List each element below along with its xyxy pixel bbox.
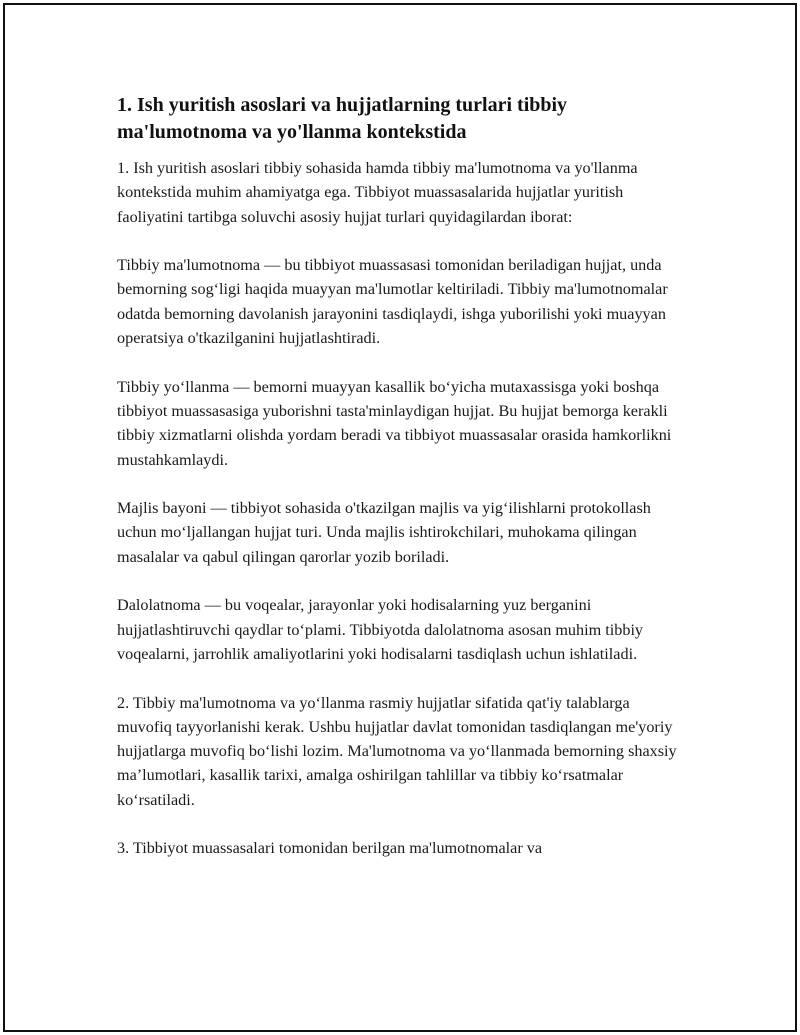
paragraph-tibbiy-malumotnoma: Tibbiy ma'lumotnoma — bu tibbiyot muassasasi tomonidan beriladigan hujjat, unda bemorning sog‘ligi haqida muayyan ma'lumotlar keltiriladi. Tibbiy ma'lumotnomalar odatda bemorning davolanish jarayonini tasdiqlaydi, ishga yuborilishi yoki muayyan operatsiya o'tkazilganini hujjatlashtiradi. — [117, 256, 668, 348]
paragraph-intro: 1. Ish yuritish asoslari tibbiy sohasida hamda tibbiy ma'lumotnoma va yo'llanma kontekstida muhim ahamiyatga ega. Tibbiyot muassasalarida hujjatlar yuritish faoliyatini tartibga soluvchi asosiy hujjat turlari quyidagilardan iborat: — [117, 159, 638, 226]
paragraph-dalolatnoma: Dalolatnoma — bu voqealar, jarayonlar yoki hodisalarning yuz berganini hujjatlashtiruvchi qaydlar to‘plami. Tibbiyotda dalolatnoma asosan muhim tibbiy voqealarni, jarrohlik amaliyotlarini yoki hodisalarni tasdiqlash uchun ishlatiladi. — [117, 596, 644, 663]
paragraph-section-3: 3. Tibbiyot muassasalari tomonidan berilgan ma'lumotnomalar va — [117, 839, 543, 858]
document-body — [117, 92, 683, 885]
paragraph-majlis-bayoni: Majlis bayoni — tibbiyot sohasida o'tkazilgan majlis va yig‘ilishlarni protokollash uchun mo‘ljallangan hujjat turi. Unda majlis ishtirokchilari, muhokama qilingan masalalar va qabul qilingan qarorlar yozib boriladi. — [117, 499, 651, 566]
paragraph-section-2: 2. Tibbiy ma'lumotnoma va yo‘llanma rasmiy hujjatlar sifatida qat'iy talablarga muvofiq tayyorlanishi kerak. Ushbu hujjatlar davlat tomonidan tasdiqlangan me'yoriy hujjatlarga muvofiq bo‘lishi lozim. Ma'lumotnoma va yo‘llanmada bemorning shaxsiy ma’lumotlari, kasallik tarixi, amalga oshirilgan tahlillar va tibbiy ko‘rsatmalar ko‘rsatiladi. — [117, 693, 677, 809]
paragraph-tibbiy-yollanma: Tibbiy yo‘llanma — bemorni muayyan kasallik bo‘yicha mutaxassisga yoki boshqa tibbiyot muassasasiga yuborishni tasta'minlaydigan hujjat. Bu hujjat bemorga kerakli tibbiy xizmatlarni olishda yordam beradi va tibbiyot muassasalar orasida hamkorlikni mustahkamlaydi. — [117, 377, 672, 469]
section-heading: 1. Ish yuritish asoslari va hujjatlarning turlari tibbiy ma'lumotnoma va yo'llanma kontekstida — [117, 94, 568, 143]
